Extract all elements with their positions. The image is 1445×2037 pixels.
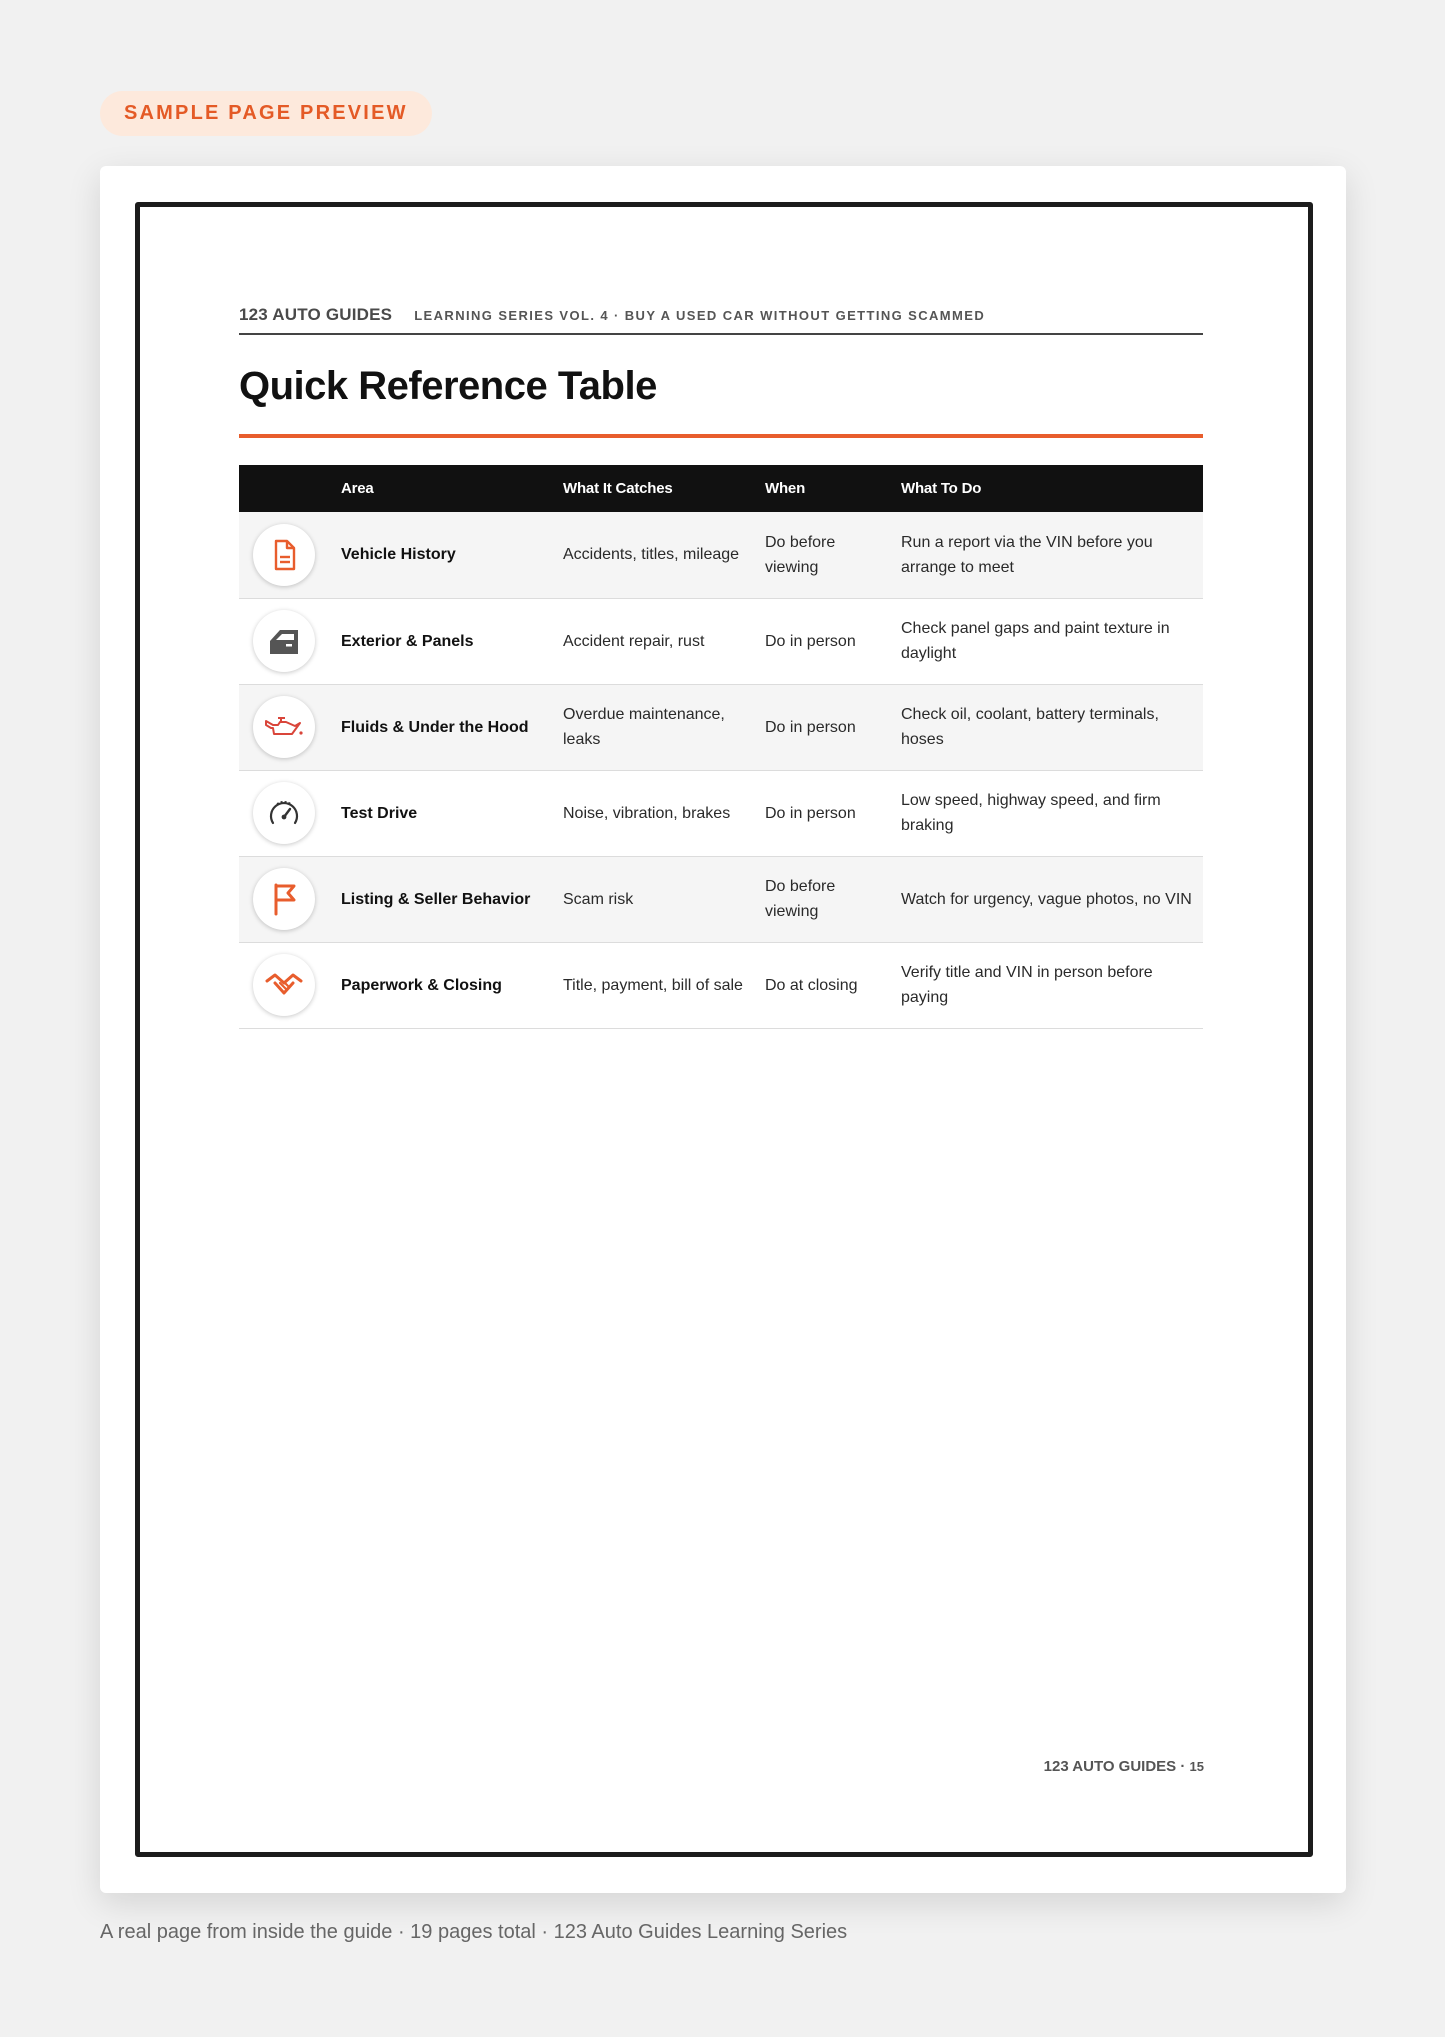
table-row: [239, 856, 1203, 942]
document-icon: [253, 524, 315, 586]
preview-card: [100, 166, 1346, 1893]
table-row: [239, 942, 1203, 1028]
table-row: [239, 598, 1203, 684]
row-catches: Title, payment, bill of sale: [563, 976, 743, 994]
document-page: [135, 202, 1313, 1857]
page-title: Quick Reference Table: [239, 364, 657, 408]
row-todo: Check oil, coolant, battery terminals, hoses: [901, 706, 1159, 748]
header-series: LEARNING SERIES VOL. 4 · BUY A USED CAR WITHOUT GETTING SCAMMED: [414, 307, 986, 323]
title-rule: [239, 434, 1203, 438]
row-when: Do before viewing: [765, 878, 836, 920]
handshake-icon: [253, 954, 315, 1016]
oil-can-icon: [253, 696, 315, 758]
row-todo: Low speed, highway speed, and firm braking: [901, 792, 1161, 834]
page-footer: [1044, 1758, 1204, 1775]
icon-cell: [239, 512, 341, 598]
row-area: Fluids & Under the Hood: [341, 718, 529, 736]
table-row: [239, 770, 1203, 856]
row-area: Exterior & Panels: [341, 632, 474, 650]
row-catches: Noise, vibration, brakes: [563, 804, 731, 822]
icon-cell: [239, 770, 341, 856]
icon-cell: [239, 856, 341, 942]
row-when: Do in person: [765, 804, 856, 822]
header-what-it-catches: What It Catches: [563, 480, 673, 497]
header-when: When: [765, 480, 806, 497]
preview-caption: A real page from inside the guide · 19 pages total · 123 Auto Guides Learning Series: [100, 1921, 848, 1943]
quick-reference-table: [239, 465, 1203, 1029]
icon-cell: [239, 942, 341, 1028]
row-when: Do before viewing: [765, 533, 836, 576]
row-when: Do in person: [765, 718, 856, 736]
sample-preview-badge: SAMPLE PAGE PREVIEW: [100, 91, 432, 136]
row-catches: Accident repair, rust: [563, 632, 705, 650]
page-number: 15: [1189, 1759, 1204, 1774]
row-area: Listing & Seller Behavior: [341, 890, 531, 908]
icon-cell: [239, 684, 341, 770]
table-row: [239, 684, 1203, 770]
header-icon-column: [239, 465, 341, 512]
row-catches: Accidents, titles, mileage: [563, 546, 740, 564]
speedometer-icon: [253, 782, 315, 844]
icon-cell: [239, 598, 341, 684]
car-door-icon: [253, 610, 315, 672]
footer-separator: ·: [1176, 1758, 1190, 1775]
row-area: Paperwork & Closing: [341, 976, 502, 994]
footer-brand: 123 AUTO GUIDES: [1043, 1758, 1177, 1775]
header-area: Area: [341, 480, 374, 497]
header-what-to-do: What To Do: [901, 480, 982, 497]
row-catches: Scam risk: [563, 890, 634, 908]
row-todo: Run a report via the VIN before you arrange to meet: [901, 533, 1153, 576]
row-area: Vehicle History: [341, 546, 456, 564]
row-catches: Overdue maintenance, leaks: [563, 706, 725, 748]
row-area: Test Drive: [341, 804, 418, 822]
header-brand: 123 AUTO GUIDES: [239, 305, 393, 324]
row-when: Do at closing: [765, 976, 858, 994]
table-row: [239, 512, 1203, 598]
table-header-row: [239, 465, 1203, 512]
row-todo: Check panel gaps and paint texture in daylight: [901, 620, 1170, 662]
row-when: Do in person: [765, 632, 856, 650]
page-header: [239, 297, 1203, 335]
flag-icon: [253, 868, 315, 930]
row-todo: Verify title and VIN in person before paying: [901, 964, 1153, 1006]
row-todo: Watch for urgency, vague photos, no VIN: [901, 890, 1192, 908]
